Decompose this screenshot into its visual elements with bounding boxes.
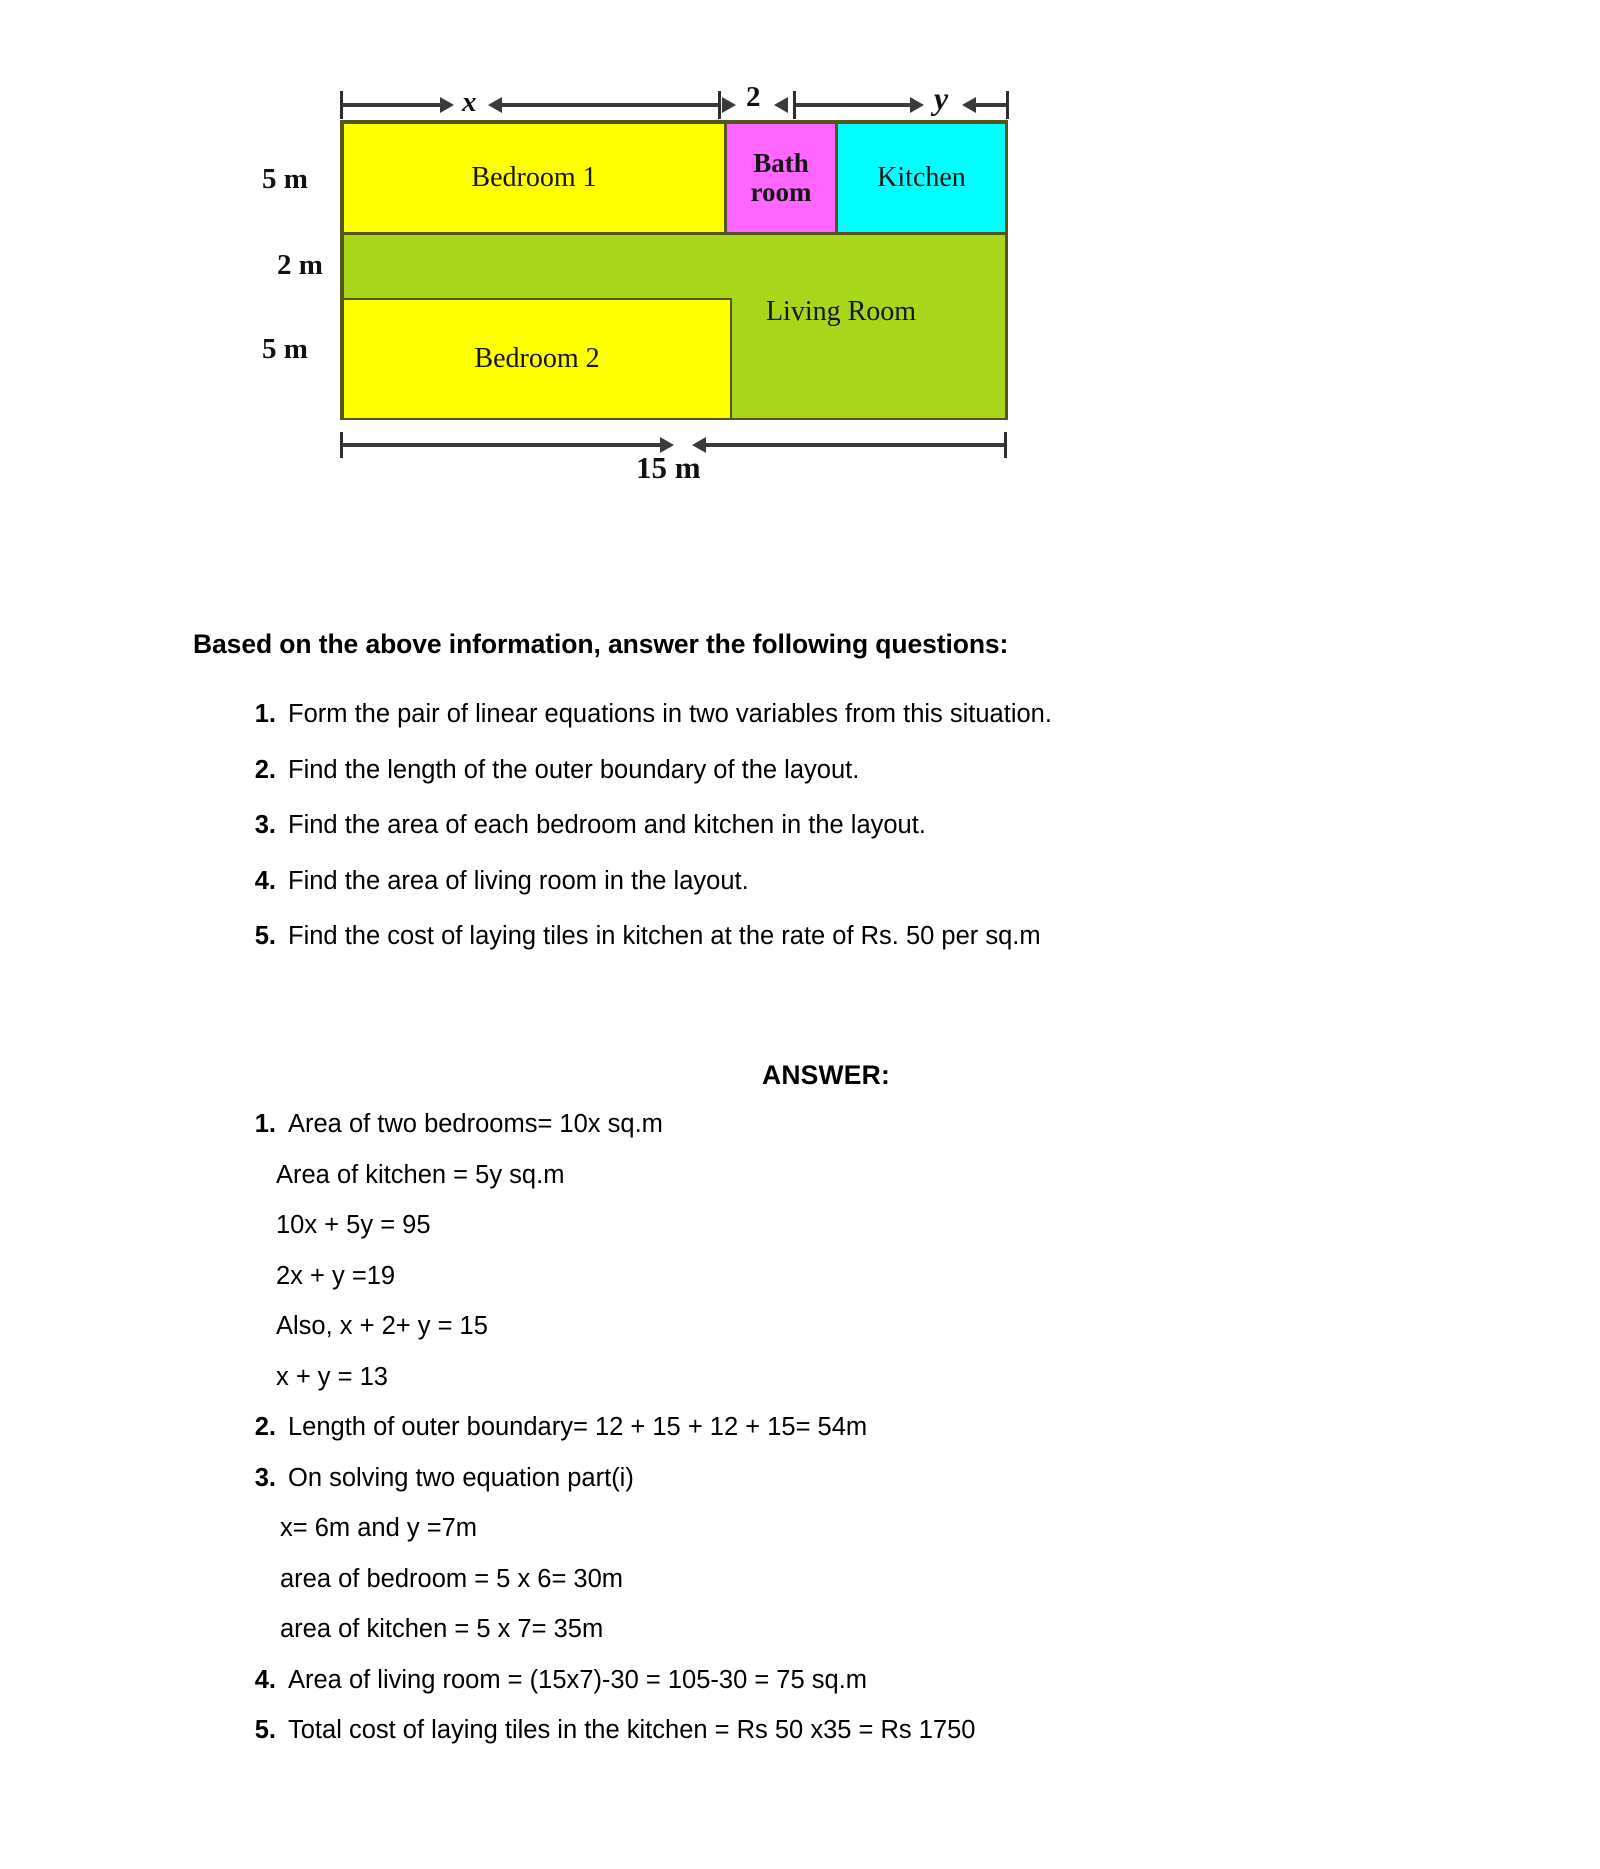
question-text: Form the pair of linear equations in two variables from this situation. <box>288 700 1052 728</box>
answer-text-4: Area of living room = (15x7)-30 = 105-30 = 75 sq.m <box>288 1665 868 1694</box>
bottom-label-15m: 15 m <box>636 450 701 485</box>
room-label-bedroom-2: Bedroom 2 <box>474 342 600 374</box>
bottom-tick-right <box>1004 432 1007 458</box>
answer-1-line-6: x + y = 13 <box>276 1362 388 1391</box>
answer-item-4 <box>236 1665 1496 1694</box>
answer-item-5 <box>236 1718 1496 1744</box>
answer-3-line-3: area of bedroom = 5 x 6= 30m <box>280 1564 624 1593</box>
answer-1-line-2: Area of kitchen = 5y sq.m <box>276 1160 565 1189</box>
answer-number-1: 1. <box>254 1110 276 1138</box>
prompt-heading: Based on the above information, answer the following questions: <box>193 629 1009 659</box>
dim-tick-mid1 <box>718 91 721 119</box>
room-bathroom <box>725 122 837 234</box>
answer-item-2 <box>236 1415 1496 1441</box>
bottom-bar-right <box>704 443 1006 447</box>
floor-plan-outline <box>340 120 1008 420</box>
left-label-5m-bottom: 5 m <box>262 333 308 365</box>
top-dimension-line <box>340 80 1012 124</box>
room-bedroom-1 <box>342 122 726 234</box>
room-label-kitchen: Kitchen <box>877 161 966 193</box>
question-text: Find the area of living room in the layout. <box>288 866 749 895</box>
dim-tick-right <box>1006 91 1009 119</box>
dim-arrow-2-right <box>722 97 736 113</box>
question-number: 3. <box>254 811 276 839</box>
room-label-bedroom-1: Bedroom 1 <box>471 161 597 193</box>
answer-list <box>236 1112 1496 1769</box>
question-item <box>254 755 1488 784</box>
dim-bar-y-left <box>796 103 912 107</box>
question-number: 4. <box>254 866 276 895</box>
answer-1-line-4: 2x + y =19 <box>276 1261 396 1290</box>
answer-number-4: 4. <box>254 1665 276 1694</box>
question-text: Find the length of the outer boundary of the layout. <box>288 755 860 784</box>
room-label-bathroom-line2: room <box>750 177 812 207</box>
dim-bar-y-right <box>974 103 1008 107</box>
answer-text-2: Length of outer boundary= 12 + 15 + 12 + 15= 54m <box>288 1413 868 1441</box>
answer-heading: ANSWER: <box>762 1060 890 1090</box>
dim-bar-x-right <box>500 103 720 107</box>
answer-text-5: Total cost of laying tiles in the kitchen = Rs 50 x35 = Rs 1750 <box>288 1716 976 1744</box>
dim-arrow-y-right <box>910 97 924 113</box>
answer-item-1 <box>236 1112 1496 1138</box>
room-label-bathroom-line1: Bath <box>753 147 809 178</box>
room-bedroom-2 <box>342 298 732 420</box>
answer-item-3 <box>236 1463 1496 1492</box>
room-kitchen <box>836 122 1007 234</box>
answer-number-2: 2. <box>254 1413 276 1441</box>
answer-3-line-2: x= 6m and y =7m <box>280 1514 478 1542</box>
left-label-5m-top: 5 m <box>262 163 308 195</box>
question-number: 1. <box>254 700 276 728</box>
answer-number-3: 3. <box>254 1463 276 1492</box>
dim-arrow-2-left <box>774 97 788 113</box>
answer-text-1: Area of two bedrooms= 10x sq.m <box>288 1110 663 1138</box>
room-label-living-room: Living Room <box>765 296 917 327</box>
question-item <box>254 866 1488 895</box>
dim-label-x: x <box>462 86 477 118</box>
question-text: Find the cost of laying tiles in kitchen at the rate of Rs. 50 per sq.m <box>288 922 1041 950</box>
dim-bar-x-left <box>342 103 442 107</box>
question-text: Find the area of each bedroom and kitchen in the layout. <box>288 811 926 839</box>
dim-label-y: y <box>934 80 949 116</box>
bottom-bar-left <box>342 443 664 447</box>
answer-1-line-3: 10x + 5y = 95 <box>276 1211 431 1239</box>
question-list <box>236 702 1488 980</box>
answer-text-3: On solving two equation part(i) <box>288 1463 634 1492</box>
answer-3-line-4: area of kitchen = 5 x 7= 35m <box>280 1615 604 1643</box>
answer-number-5: 5. <box>254 1716 276 1744</box>
floor-plan-figure <box>0 0 1600 590</box>
answer-1-line-5: Also, x + 2+ y = 15 <box>276 1312 488 1340</box>
left-label-2m: 2 m <box>277 249 323 281</box>
dim-label-2: 2 <box>746 81 761 113</box>
dim-arrow-x-right <box>440 97 454 113</box>
question-item <box>254 922 1488 950</box>
question-number: 5. <box>254 922 276 950</box>
question-item <box>254 811 1488 839</box>
question-item <box>254 700 1488 728</box>
question-number: 2. <box>254 755 276 784</box>
